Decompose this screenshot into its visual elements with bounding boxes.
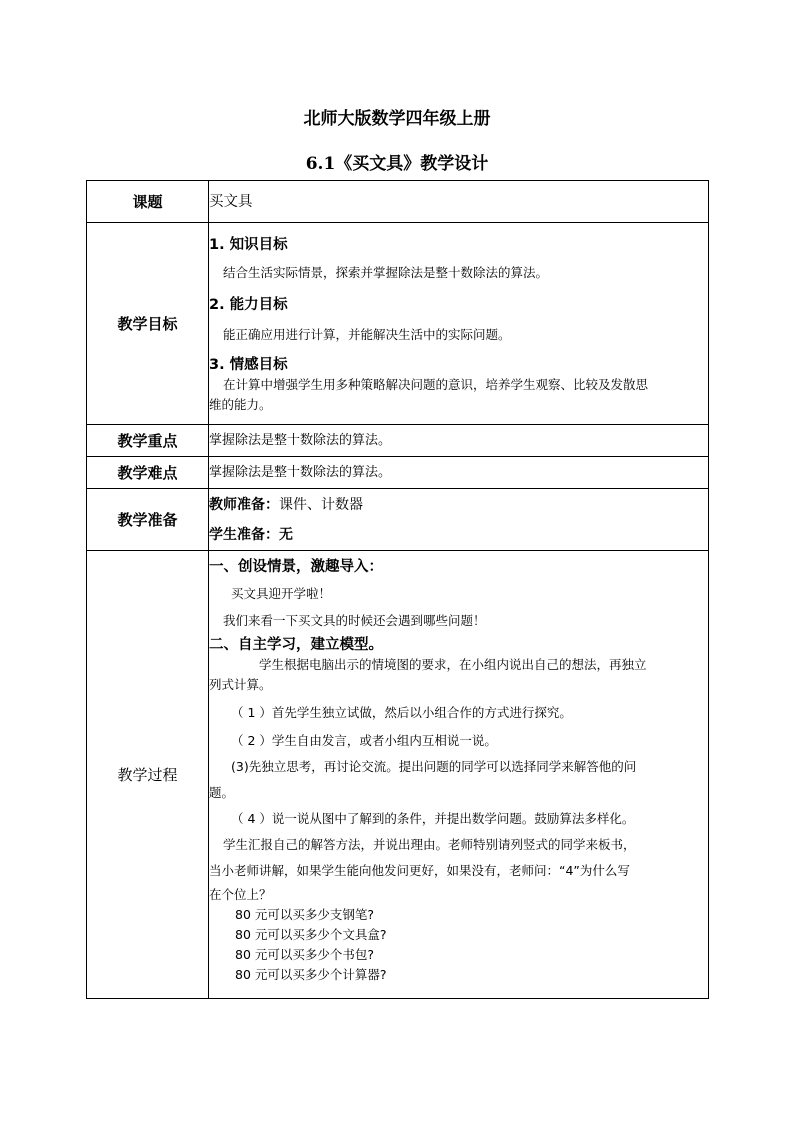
row-process [87,551,709,999]
document-title: 北师大版数学四年级上册 [303,109,491,129]
section-1-line-2: 我们来看一下买文具的时候还会遇到哪些问题！ [223,613,486,628]
report-line-1: 学生汇报自己的解答方法，并说出理由。老师特别请列竖式的同学来板书， [223,837,636,852]
section-1-line-1: 买文具迎开学啦！ [231,586,332,601]
label-preparation: 教学准备 [87,489,209,551]
goal-3-text-line1: 在计算中增强学生用多种策略解决问题的意识，培养学生观察、比较及发散思 [223,376,649,392]
step-1: （ 1 ）首先学生独立试做，然后以小组合作的方式进行探究。 [231,705,572,720]
row-preparation [87,489,709,551]
label-topic: 课题 [87,181,209,223]
row-key-point [87,425,709,457]
question-3: 80 元可以买多少个书包? [235,947,375,962]
goal-3-text-line2: 维的能力。 [209,396,272,412]
value-key-point: 掌握除法是整十数除法的算法。 [209,425,709,457]
document-subtitle: 6.1《买文具》教学设计 [305,154,489,174]
question-1: 80 元可以买多少支钢笔? [235,907,375,922]
step-3-line-2: 题。 [209,785,235,800]
value-topic: 买文具 [209,181,709,223]
label-goals: 教学目标 [87,223,209,425]
lesson-plan-table [86,180,709,999]
value-difficulty: 掌握除法是整十数除法的算法。 [209,457,709,489]
step-2: （ 2 ）学生自由发言，或者小组内互相说一说。 [231,733,497,748]
report-line-3: 在个位上？ [209,887,272,902]
label-key-point: 教学重点 [87,425,209,457]
label-process: 教学过程 [87,551,209,999]
goal-2-text: 能正确应用进行计算，并能解决生活中的实际问题。 [223,326,511,342]
section-1-heading: 一、创设情景，激趣导入： [209,559,383,575]
report-line-2: 当小老师讲解，如果学生能向他发问更好，如果没有，老师问：“4”为什么写 [209,863,630,878]
teacher-preparation-label: 教师准备： [209,496,279,513]
label-difficulty: 教学难点 [87,457,209,489]
question-2: 80 元可以买多少个文具盒? [235,927,387,942]
goal-1-text: 结合生活实际情景，探索并掌握除法是整十数除法的算法。 [223,264,549,280]
row-difficulty [87,457,709,489]
process-content [209,551,709,999]
student-preparation-value: 无 [279,526,293,543]
section-2-intro-line-2: 列式计算。 [209,677,272,692]
section-2-intro-line-1: 学生根据电脑出示的情境图的要求，在小组内说出自己的想法，再独立 [259,657,647,672]
goals-content [209,223,709,425]
preparation-content [209,489,709,551]
step-3-line-1: (3)先独立思考，再讨论交流。提出问题的同学可以选择同学来解答他的问 [231,759,637,774]
goal-3-heading: 3. 情感目标 [209,356,288,373]
teacher-preparation-value: 课件、计数器 [279,496,363,513]
goal-2-heading: 2. 能力目标 [209,296,288,313]
section-2-heading: 二、自主学习，建立模型。 [209,637,383,653]
student-preparation-label: 学生准备： [209,526,279,543]
student-preparation [209,525,708,545]
step-4: （ 4 ）说一说从图中了解到的条件，并提出数学问题。鼓励算法多样化。 [231,811,635,826]
teacher-preparation [209,495,708,515]
goal-1-heading: 1. 知识目标 [209,236,288,253]
row-goals [87,223,709,425]
row-topic [87,181,709,223]
question-4: 80 元可以买多少个计算器? [235,967,387,982]
